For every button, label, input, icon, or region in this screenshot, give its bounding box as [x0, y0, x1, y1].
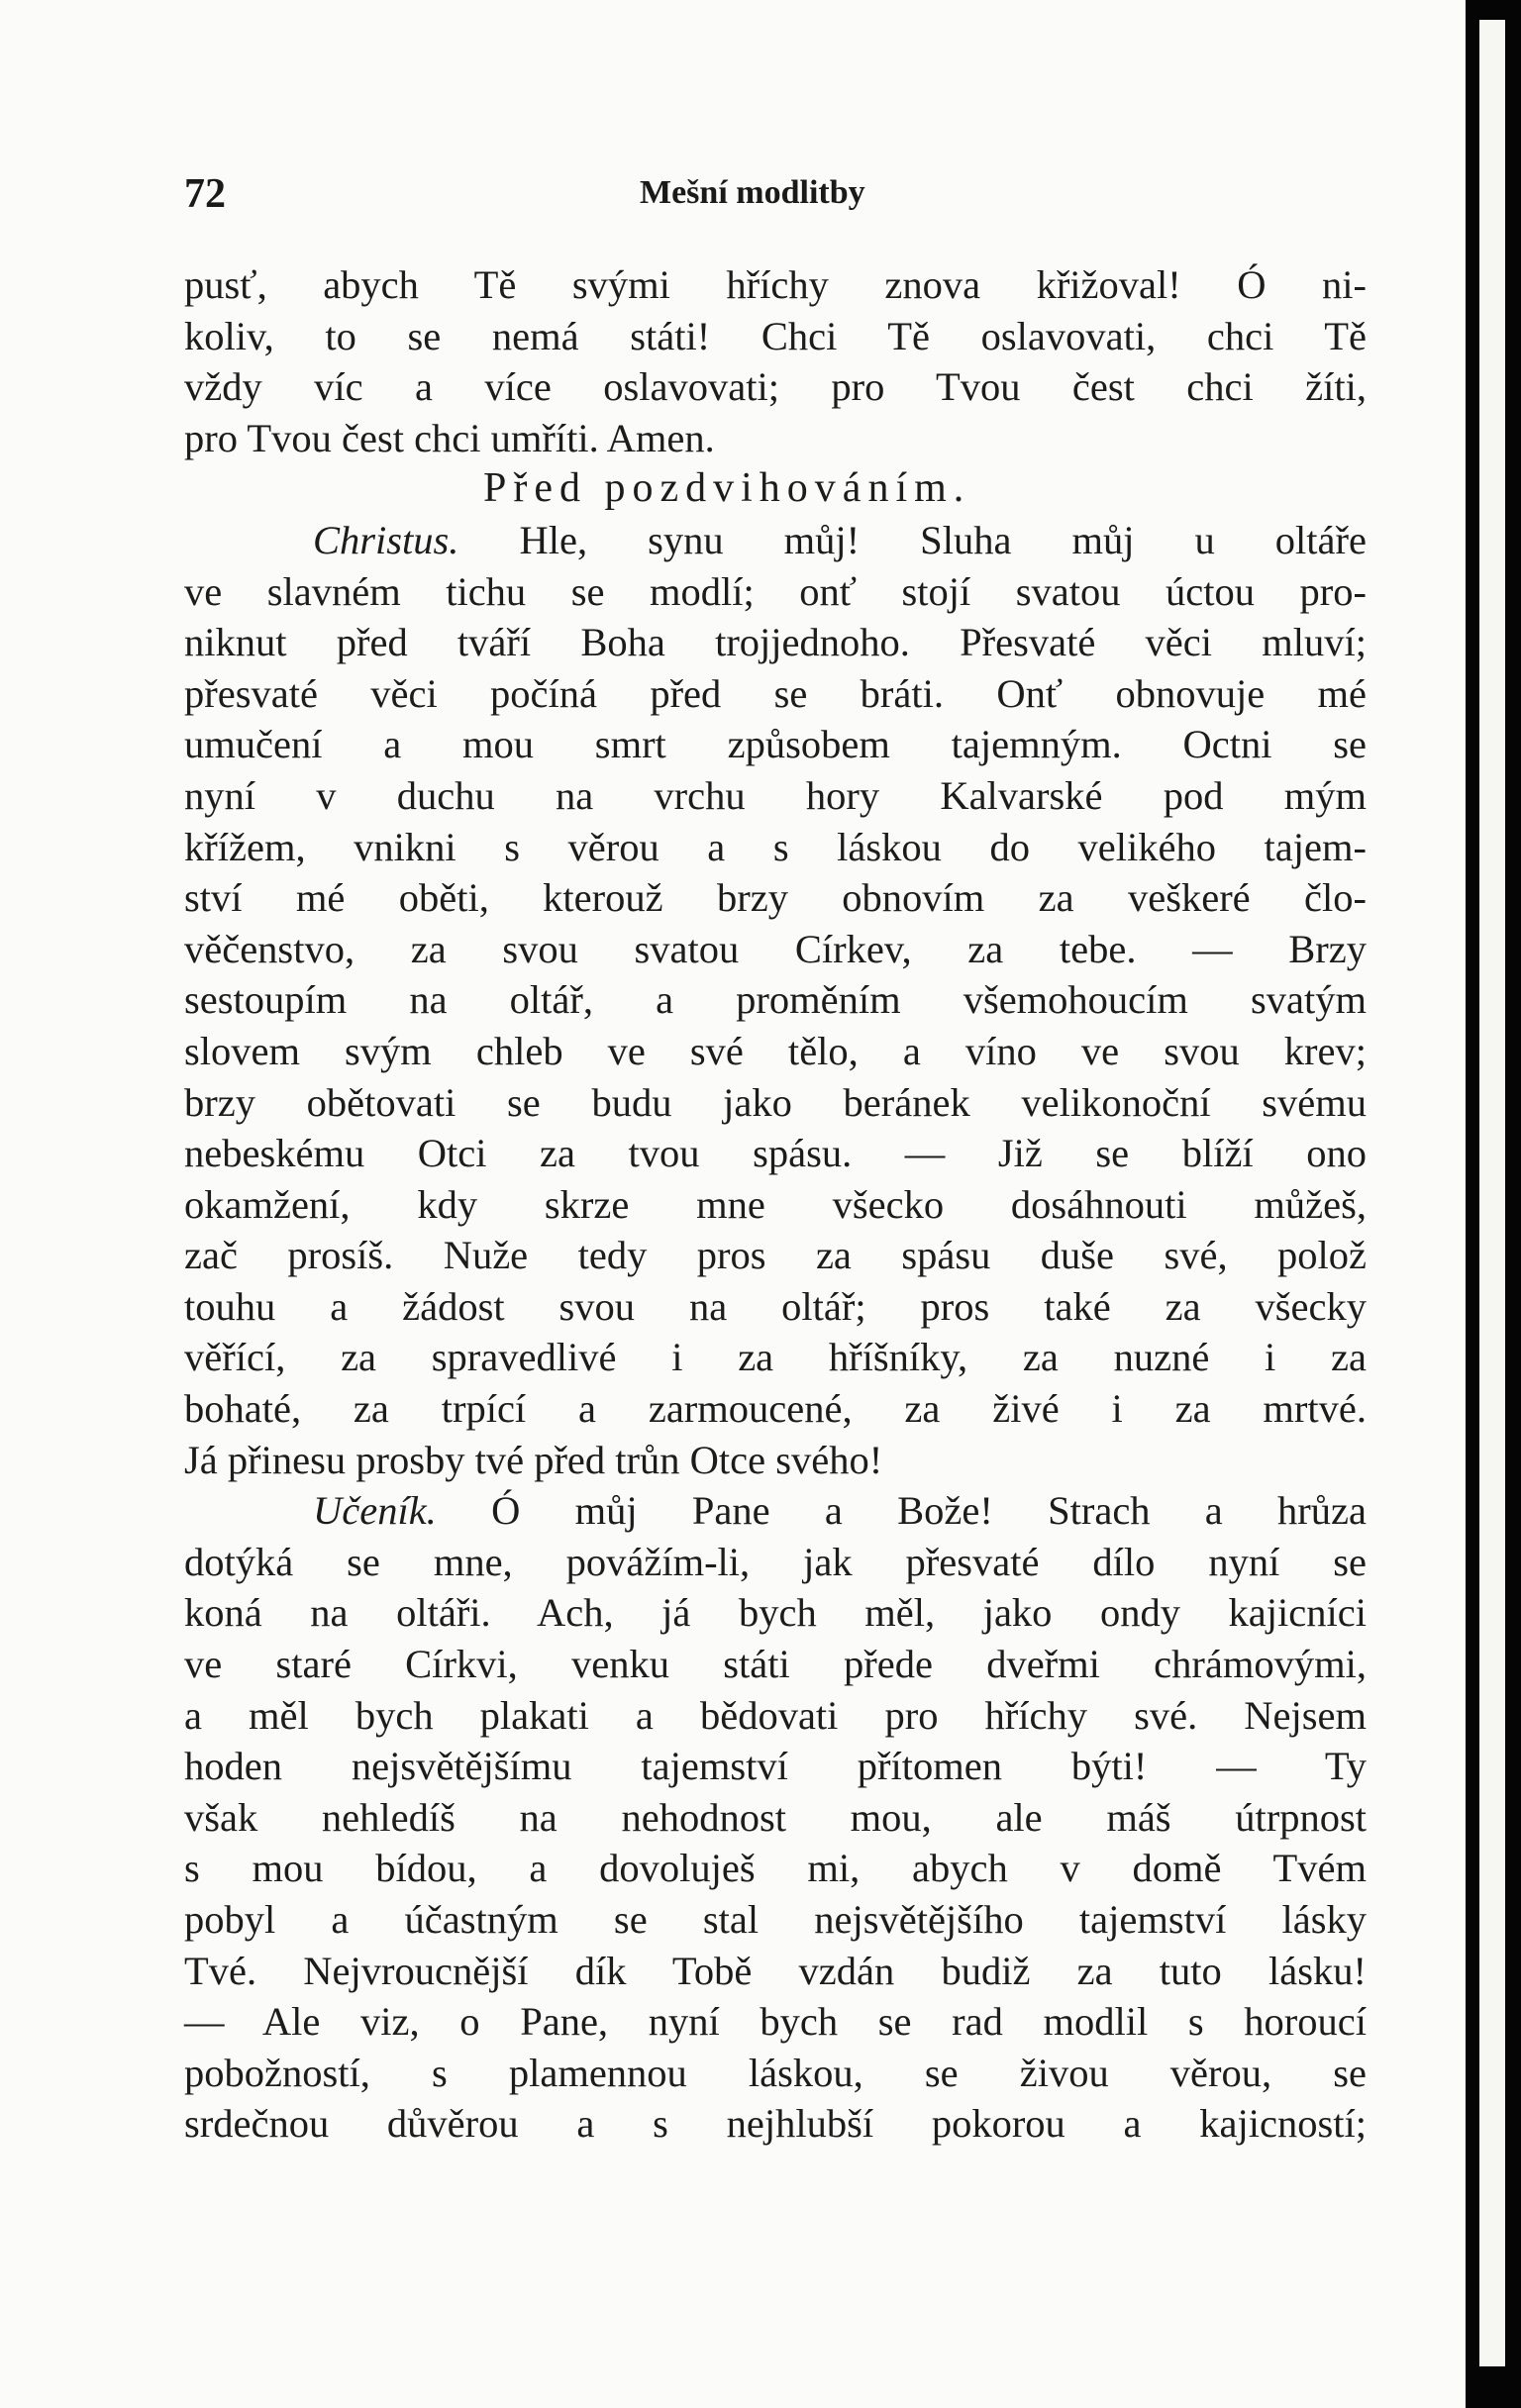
text-line: ství mé oběti, kterouž brzy obnovím za veškeré člo- — [184, 875, 1367, 921]
text-line: umučení a mou smrt způsobem tajemným. Octni se — [184, 722, 1367, 767]
text-line: pusť, abych Tě svými hříchy znova křižoval! Ó ni- — [184, 262, 1367, 307]
text-line: brzy obětovati se budu jako beránek velikonoční svému — [184, 1079, 1367, 1125]
text-line: zač prosíš. Nuže tedy pros za spásu duše své, polož — [184, 1233, 1367, 1278]
next-page-edge — [1479, 20, 1505, 2366]
text-line: sestoupím na oltář, a proměním všemohoucím svatým — [184, 977, 1367, 1023]
text-line: pobožností, s plamennou láskou, se živou věrou, se — [184, 2050, 1367, 2095]
body-text — [184, 259, 1367, 2150]
text-line: Hle, synu můj! Sluha můj u oltáře — [458, 517, 1367, 562]
section-heading: Před pozdvihováním. — [483, 465, 971, 512]
text-line: slovem svým chleb ve své tělo, a víno ve svou krev; — [184, 1028, 1367, 1073]
text-line: — Ale viz, o Pane, nyní bych se rad modlil s horoucí — [184, 1999, 1367, 2045]
text-line: Já přinesu prosby tvé před trůn Otce svého! — [184, 1437, 883, 1482]
speaker-name: Christus. — [313, 517, 459, 562]
text-line: bohaté, za trpící a zarmoucené, za živé i za mrtvé. — [184, 1386, 1367, 1432]
text-line: s mou bídou, a dovoluješ mi, abych v domě Tvém — [184, 1846, 1367, 1891]
text-line: křížem, vnikni s věrou a s láskou do velikého tajem- — [184, 824, 1367, 869]
text-line: touhu a žádost svou na oltář; pros také za všecky — [184, 1283, 1367, 1329]
text-line: okamžení, kdy skrze mne všecko dosáhnouti můžeš, — [184, 1181, 1367, 1227]
text-line: vždy víc a více oslavovati; pro Tvou čest chci žíti, — [184, 364, 1367, 410]
text-line: niknut před tváří Boha trojjednoho. Přesvaté věci mluví; — [184, 620, 1367, 665]
text-line: Ó můj Pane a Bože! Strach a hrůza — [436, 1488, 1367, 1534]
page-header — [184, 170, 1372, 230]
speech-line — [184, 515, 1367, 566]
text-line: věčenstvo, za svou svatou Církev, za tebe. — Brzy — [184, 926, 1367, 971]
text-line: dotýká se mne, povážím-li, jak přesvaté dílo nyní se — [184, 1539, 1367, 1584]
speech-line — [184, 1485, 1367, 1537]
text-line: přesvaté věci počíná před se bráti. Onť obnovuje mé — [184, 670, 1367, 716]
text-line: koná na oltáři. Ach, já bych měl, jako ondy kajicníci — [184, 1590, 1367, 1636]
text-line: a měl bych plakati a bědovati pro hříchy své. Nejsem — [184, 1692, 1367, 1738]
text-line: hoden nejsvětějšímu tajemství přítomen býti! — Ty — [184, 1744, 1367, 1789]
text-line: ve slavném tichu se modlí; onť stojí svatou úctou pro- — [184, 568, 1367, 614]
text-line: pro Tvou čest chci umříti. Amen. — [184, 415, 715, 460]
page-number: 72 — [184, 171, 226, 217]
text-line: nebeskému Otci za tvou spásu. — Již se blíží ono — [184, 1131, 1367, 1176]
speaker-name: Učeník. — [313, 1488, 437, 1534]
text-line: srdečnou důvěrou a s nejhlubší pokorou a kajicností; — [184, 2101, 1367, 2147]
text-line: koliv, to se nemá státi! Chci Tě oslavovati, chci Tě — [184, 313, 1367, 358]
running-title: Mešní modlitby — [640, 174, 865, 211]
scan-border — [1466, 0, 1521, 2408]
text-line: však nehledíš na nehodnost mou, ale máš útrpnost — [184, 1794, 1367, 1840]
text-line: Tvé. Nejvroucnější dík Tobě vzdán budiž za tuto lásku! — [184, 1948, 1367, 1993]
text-line: věřící, za spravedlivé i za hříšníky, za nuzné i za — [184, 1335, 1367, 1380]
text-line: nyní v duchu na vrchu hory Kalvarské pod mým — [184, 772, 1367, 818]
text-line: ve staré Církvi, venku státi přede dveřmi chrámovými, — [184, 1642, 1367, 1687]
text-line: pobyl a účastným se stal nejsvětějšího tajemství lásky — [184, 1897, 1367, 1942]
